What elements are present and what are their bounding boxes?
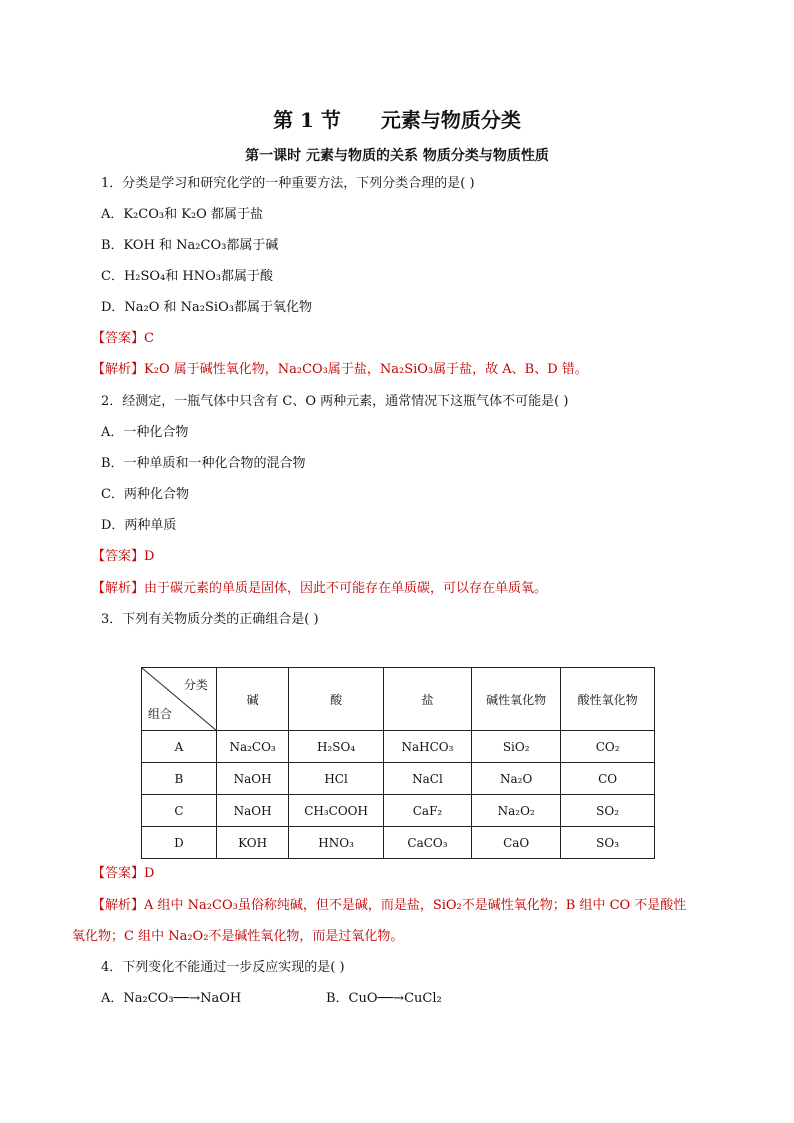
table-header-cell: 碱: [216, 668, 289, 731]
table-header-cell: 碱性氧化物: [472, 668, 561, 731]
table-header-cell: 酸: [289, 668, 383, 731]
row-label: B: [142, 763, 217, 795]
q3-analysis-line-1: [92, 897, 686, 915]
q3-analysis-label: 【解析】: [92, 898, 145, 913]
q4-option-b: B．CuO──→CuCl₂: [326, 991, 442, 1006]
q2-analysis-label: 【解析】: [92, 581, 145, 596]
q1-option-c: C．H₂SO₄和 HNO₃都属于酸: [101, 269, 273, 284]
table-cell: NaOH: [216, 795, 289, 827]
q2-analysis-text: 由于碳元素的单质是固体，因此不可能存在单质碳，可以存在单质氧。: [144, 581, 548, 596]
q1-analysis-label: 【解析】: [92, 362, 145, 377]
q1-option-d: D．Na₂O 和 Na₂SiO₃都属于氧化物: [101, 300, 312, 315]
table-cell: CaCO₃: [383, 827, 471, 859]
table-cell: SiO₂: [472, 731, 561, 763]
table-row: [142, 827, 655, 859]
table-cell: NaOH: [216, 763, 289, 795]
q3-answer-label: 【答案】: [92, 866, 145, 881]
q2-option-b: B．一种单质和一种化合物的混合物: [101, 456, 306, 471]
q1-answer-value: C: [144, 331, 154, 346]
table-cell: Na₂O: [472, 763, 561, 795]
q2-stem: 2．经测定，一瓶气体中只含有 C、O 两种元素，通常情况下这瓶气体不可能是( ): [101, 394, 569, 409]
table-cell: CH₃COOH: [289, 795, 383, 827]
q3-stem: 3．下列有关物质分类的正确组合是( ): [101, 612, 319, 627]
table-header-row: [142, 668, 655, 731]
table-header-cell: 酸性氧化物: [561, 668, 655, 731]
table-row: [142, 763, 655, 795]
table-corner-cell: [142, 668, 217, 731]
q1-answer-label: 【答案】: [92, 331, 145, 346]
table-cell: SO₃: [561, 827, 655, 859]
q4-stem: 4．下列变化不能通过一步反应实现的是( ): [101, 960, 345, 975]
corner-label-group: 组合: [148, 707, 173, 721]
table-cell: HNO₃: [289, 827, 383, 859]
corner-label-category: 分类: [183, 678, 208, 692]
section-number: 第 1 节: [273, 108, 341, 132]
q3-analysis-line-2: 氧化物；C 组中 Na₂O₂不是碱性氧化物，而是过氧化物。: [72, 929, 404, 944]
q2-analysis: [92, 580, 547, 598]
q1-analysis-text: K₂O 属于碱性氧化物，Na₂CO₃属于盐，Na₂SiO₃属于盐，故 A、B、D 错。: [144, 362, 588, 377]
section-name: 元素与物质分类: [380, 108, 521, 132]
table-row: [142, 795, 655, 827]
table-cell: NaCl: [383, 763, 471, 795]
q2-answer-value: D: [144, 549, 155, 564]
q2-option-d: D．两种单质: [101, 518, 177, 533]
table-cell: KOH: [216, 827, 289, 859]
q1-option-a: A．K₂CO₃和 K₂O 都属于盐: [101, 207, 263, 222]
table-row: [142, 731, 655, 763]
table-cell: CaO: [472, 827, 561, 859]
table-cell: CO₂: [561, 731, 655, 763]
table-cell: SO₂: [561, 795, 655, 827]
q2-answer: [92, 548, 154, 566]
q3-answer-value: D: [144, 866, 155, 881]
q4-option-a: A．Na₂CO₃──→NaOH: [101, 991, 242, 1006]
classification-table: [141, 667, 655, 859]
q2-answer-label: 【答案】: [92, 549, 145, 564]
table-header-cell: 盐: [383, 668, 471, 731]
table-cell: HCl: [289, 763, 383, 795]
section-title: [0, 104, 794, 133]
row-label: A: [142, 731, 217, 763]
q2-option-c: C．两种化合物: [101, 487, 189, 502]
lesson-subtitle: 第一课时 元素与物质的关系 物质分类与物质性质: [245, 148, 549, 164]
row-label: C: [142, 795, 217, 827]
q1-analysis: [92, 361, 588, 379]
row-label: D: [142, 827, 217, 859]
table-cell: Na₂O₂: [472, 795, 561, 827]
table-cell: Na₂CO₃: [216, 731, 289, 763]
q1-option-b: B．KOH 和 Na₂CO₃都属于碱: [101, 238, 279, 253]
q3-answer: [92, 865, 154, 883]
q2-option-a: A．一种化合物: [101, 425, 189, 440]
q1-stem: 1．分类是学习和研究化学的一种重要方法，下列分类合理的是( ): [101, 176, 475, 191]
q3-analysis-text-1: A 组中 Na₂CO₃虽俗称纯碱，但不是碱，而是盐，SiO₂不是碱性氧化物；B 组中 CO 不是酸性: [144, 898, 687, 913]
q1-answer: [92, 330, 154, 348]
table-cell: H₂SO₄: [289, 731, 383, 763]
table-cell: NaHCO₃: [383, 731, 471, 763]
table-cell: CO: [561, 763, 655, 795]
table-cell: CaF₂: [383, 795, 471, 827]
